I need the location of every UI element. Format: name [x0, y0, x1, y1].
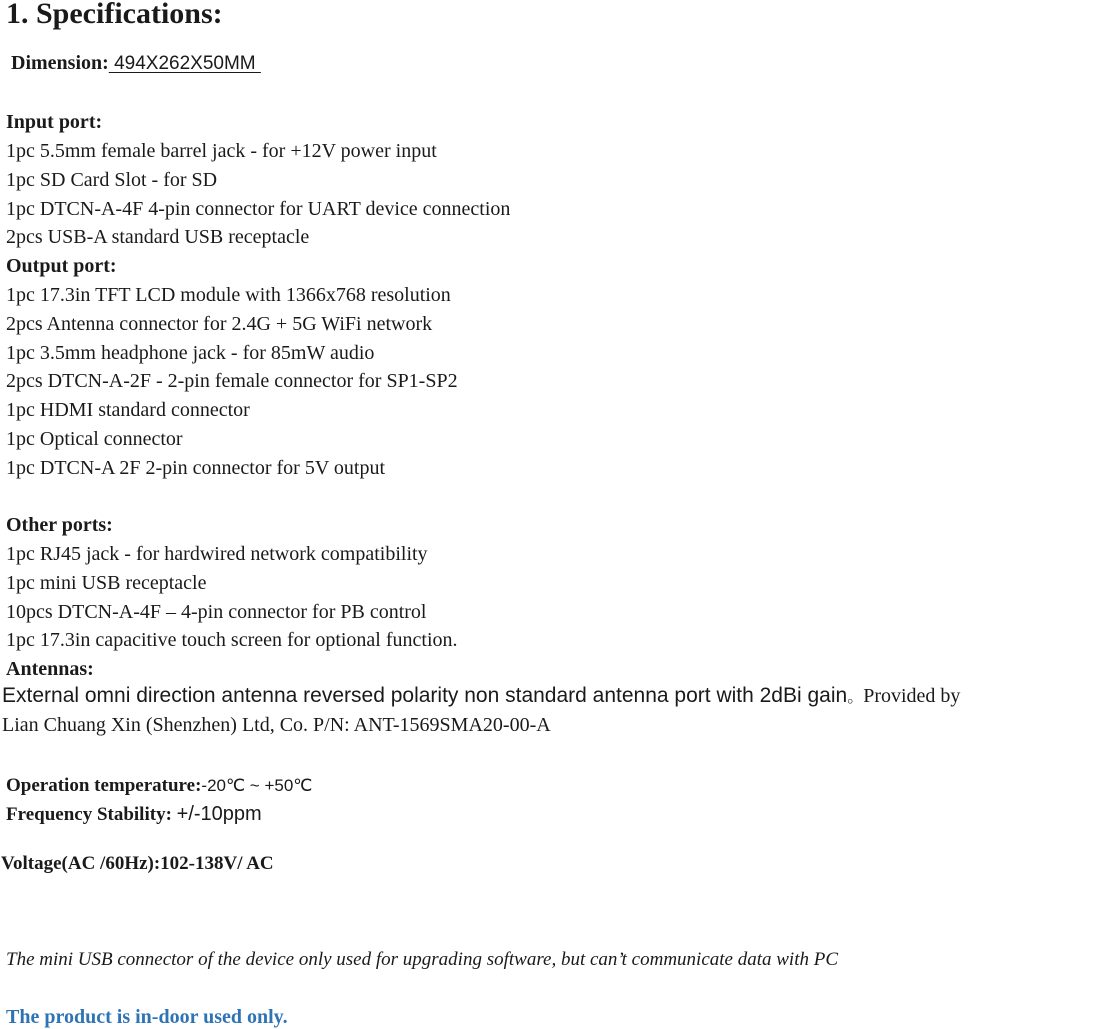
other-port-item: 1pc 17.3in capacitive touch screen for optional function. — [6, 629, 458, 651]
other-port-item: 1pc mini USB receptacle — [6, 572, 207, 594]
dimension-label: Dimension: — [11, 52, 109, 74]
antennas-description — [2, 684, 960, 708]
other-port-item: 1pc RJ45 jack - for hardwired network compatibility — [6, 543, 428, 565]
antenna-desc-provider: Provided by — [863, 685, 961, 707]
other-port-item: 10pcs DTCN-A-4F – 4-pin connector for PB control — [6, 601, 427, 623]
input-port-item: 1pc 5.5mm female barrel jack - for +12V power input — [6, 140, 437, 162]
dimension-row — [11, 52, 261, 75]
mini-usb-note: The mini USB connector of the device only used for upgrading software, but can’t communicate data with PC — [6, 949, 839, 970]
frequency-stability-label: Frequency Stability: — [6, 804, 177, 825]
output-port-heading: Output port: — [6, 255, 117, 277]
frequency-stability-row — [6, 803, 262, 826]
output-port-item: 1pc DTCN-A 2F 2-pin connector for 5V output — [6, 457, 386, 479]
operation-temperature-label: Operation temperature: — [6, 775, 202, 796]
page-title: 1. Specifications: — [6, 0, 223, 30]
antenna-desc-main: External omni direction antenna reversed polarity non standard antenna port with 2dBi gain — [2, 684, 848, 707]
output-port-item: 1pc 3.5mm headphone jack - for 85mW audio — [6, 342, 375, 364]
input-port-item: 2pcs USB-A standard USB receptacle — [6, 226, 310, 248]
frequency-stability-value: +/-10ppm — [176, 803, 262, 825]
output-port-item: 1pc Optical connector — [6, 428, 183, 450]
operation-temperature-row — [6, 775, 312, 797]
output-port-item: 2pcs DTCN-A-2F - 2-pin female connector for SP1-SP2 — [6, 370, 458, 392]
output-port-item: 1pc 17.3in TFT LCD module with 1366x768 resolution — [6, 284, 451, 306]
voltage-spec: Voltage(AC /60Hz):102-138V/ AC — [1, 853, 274, 874]
other-ports-heading: Other ports: — [6, 514, 113, 536]
antenna-desc-line2: Lian Chuang Xin (Shenzhen) Ltd, Co. P/N: ANT-1569SMA20-00-A — [2, 714, 551, 736]
antennas-heading: Antennas: — [6, 658, 94, 680]
input-port-item: 1pc DTCN-A-4F 4-pin connector for UART device connection — [6, 198, 511, 220]
output-port-item: 1pc HDMI standard connector — [6, 399, 250, 421]
dimension-value: 494X262X50MM — [108, 53, 261, 74]
output-port-item: 2pcs Antenna connector for 2.4G + 5G WiFi network — [6, 313, 433, 335]
indoor-use-note: The product is in-door used only. — [6, 1006, 288, 1028]
input-port-item: 1pc SD Card Slot - for SD — [6, 169, 218, 191]
antenna-desc-separator: 。 — [847, 689, 864, 706]
operation-temperature-value: -20℃ ~ +50℃ — [201, 776, 313, 795]
input-port-heading: Input port: — [6, 111, 103, 133]
